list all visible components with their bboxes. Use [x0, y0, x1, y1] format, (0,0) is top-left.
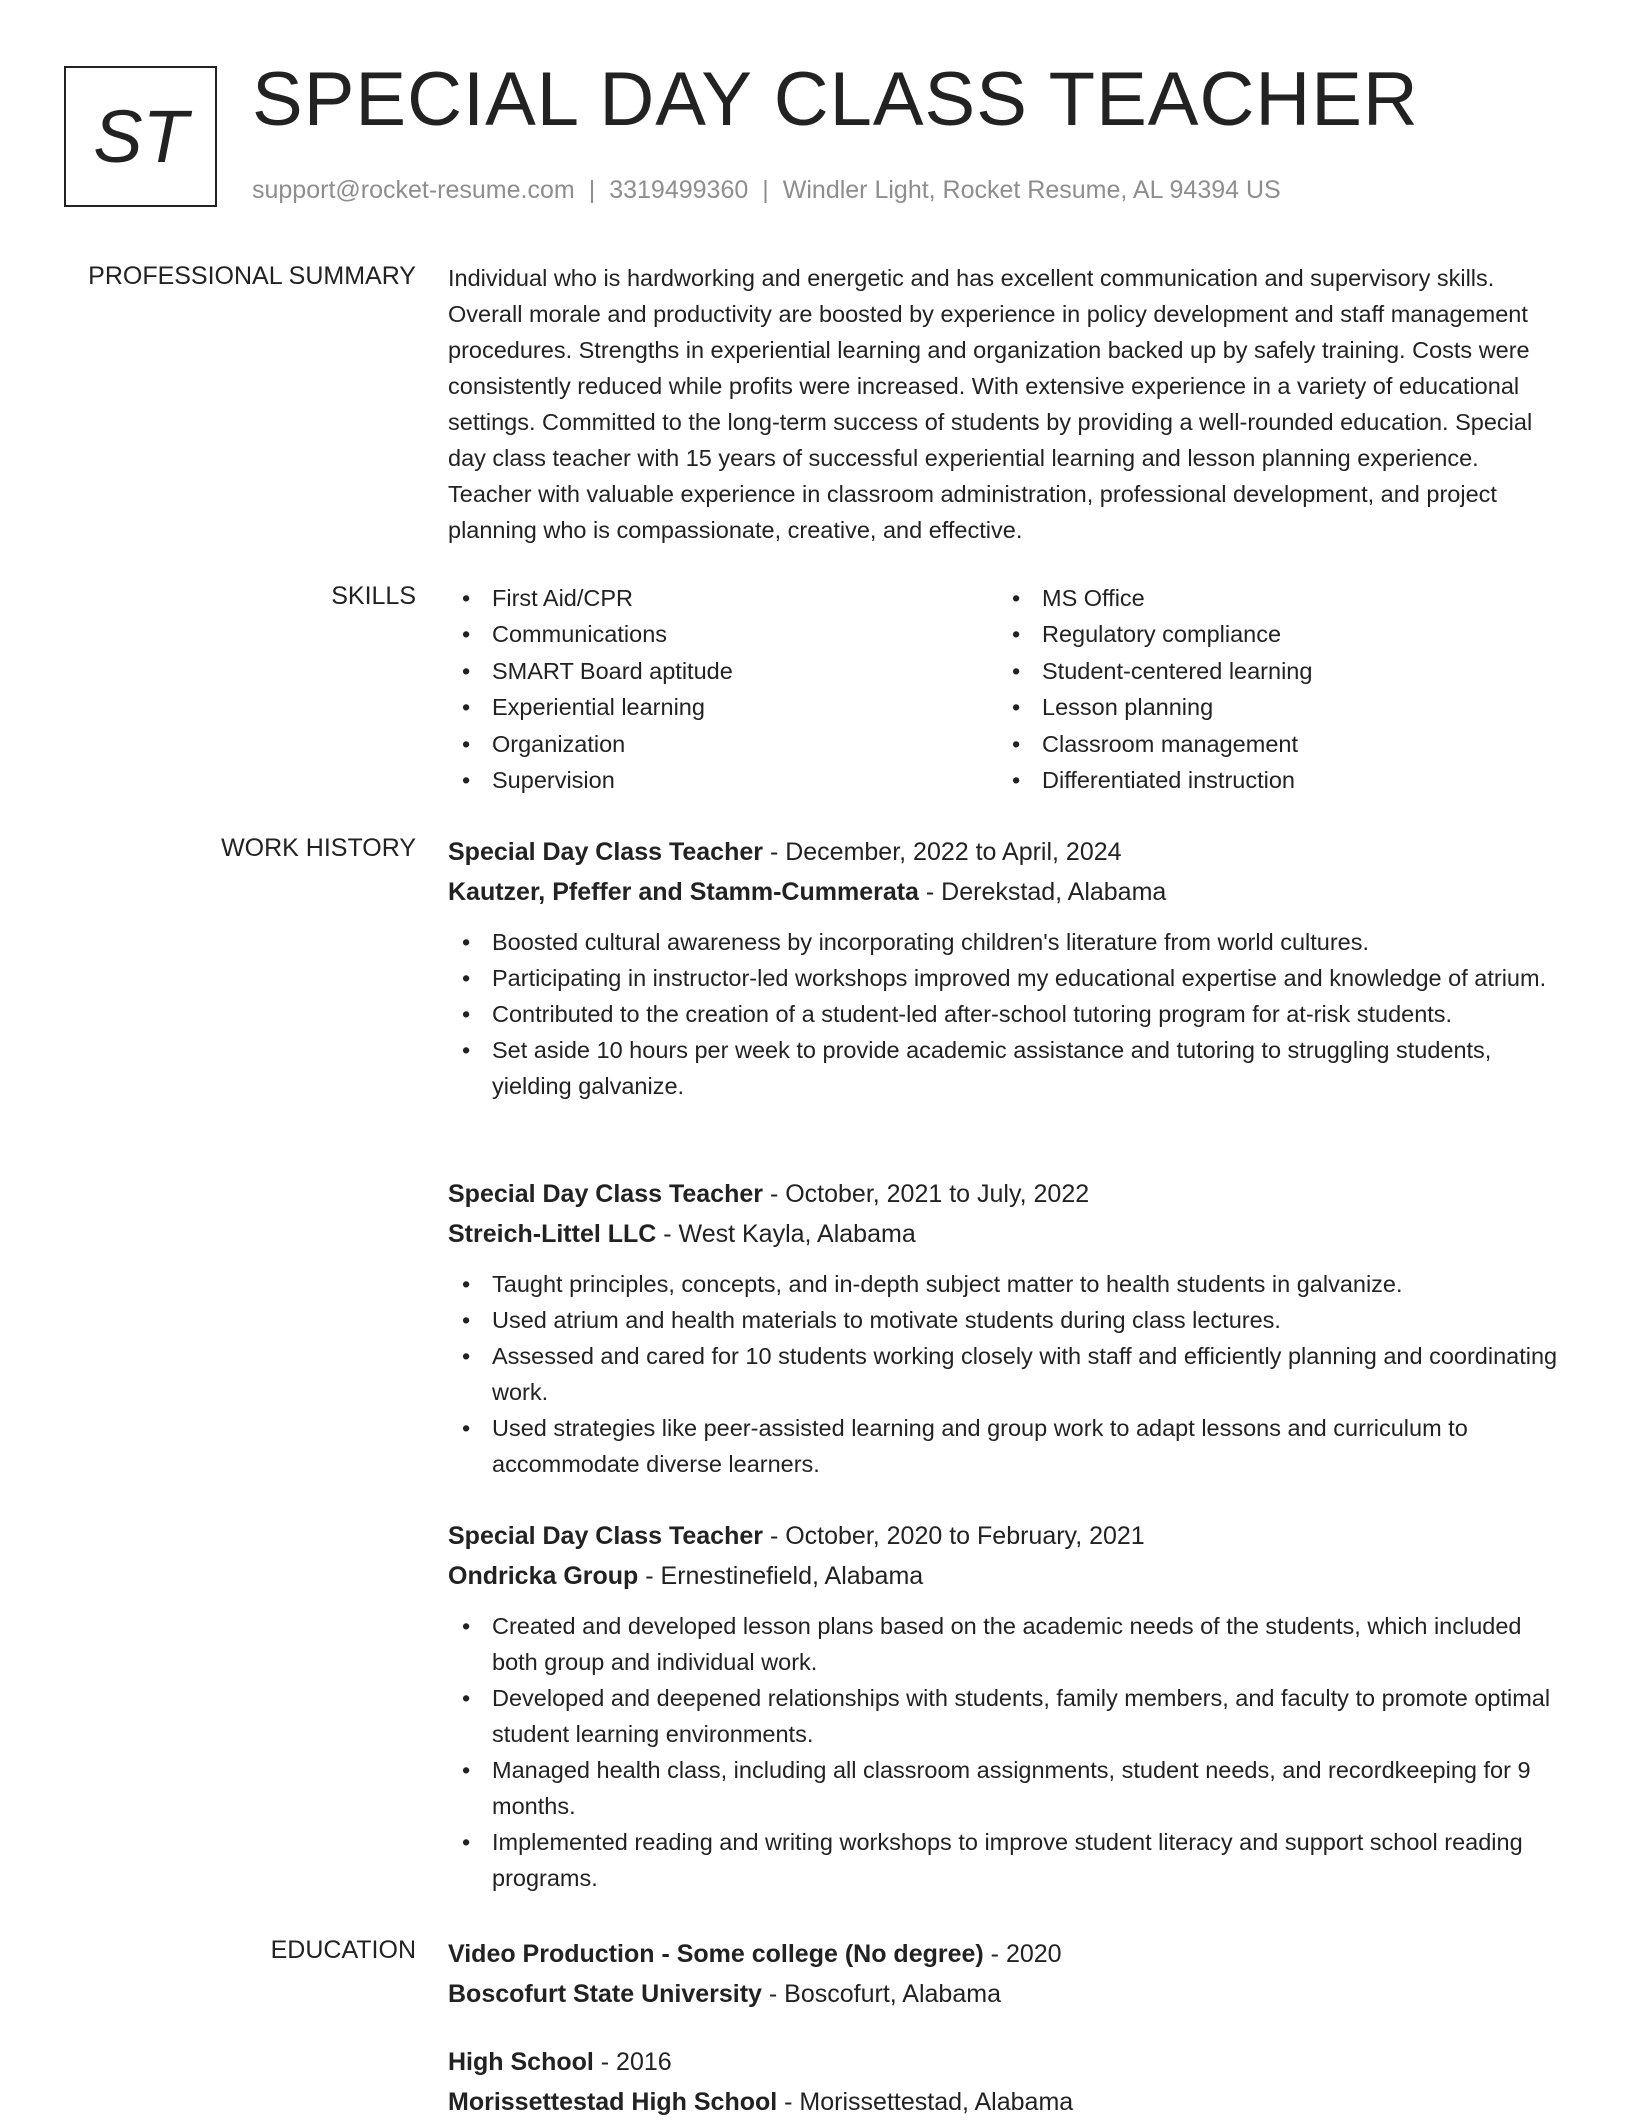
job-dates: - October, 2020 to February, 2021: [763, 1522, 1145, 1550]
job-company: Ondricka Group: [448, 1562, 639, 1590]
initials: ST: [93, 95, 188, 178]
skill-item: • Differentiated instruction: [998, 762, 1548, 798]
monogram: [64, 66, 217, 207]
job-bullet: • Taught principles, concepts, and in-depth subject matter to health students in galvanize.: [448, 1266, 1568, 1302]
job-entry: [448, 1516, 1568, 1896]
education-degree-line: [448, 2042, 1568, 2082]
job-entry: [448, 832, 1568, 1104]
job-bullet: • Implemented reading and writing workshops to improve student literacy and support school reading programs.: [448, 1824, 1568, 1896]
skill-item: • Classroom management: [998, 726, 1548, 762]
section-label: PROFESSIONAL SUMMARY: [88, 262, 416, 290]
education-year: - 2020: [983, 1940, 1062, 1968]
contact-line: [252, 176, 1281, 205]
education-location: - Morissettestad, Alabama: [777, 2088, 1074, 2116]
skill-item: • Lesson planning: [998, 689, 1548, 725]
education-school: Morissettestad High School: [448, 2088, 778, 2116]
job-bullets: [448, 1608, 1568, 1896]
education-degree: Video Production - Some college (No degree): [448, 1940, 984, 1968]
skill-item: • Organization: [448, 726, 998, 762]
skill-item: • Regulatory compliance: [998, 616, 1548, 652]
education-school: Boscofurt State University: [448, 1980, 762, 2008]
job-location: - West Kayla, Alabama: [656, 1220, 916, 1248]
education-degree: High School: [448, 2048, 594, 2076]
job-bullet: • Created and developed lesson plans based on the academic needs of the students, which included both group and individual work.: [448, 1608, 1568, 1680]
skill-item: • SMART Board aptitude: [448, 653, 998, 689]
education-entry: [448, 1934, 1568, 2014]
summary-text: Individual who is hardworking and energetic and has excellent communication and supervisory skills. Overall morale and productivity are boosted by experience in policy development and staff management procedures. Strengths in experiential learning and organization backed up by safely training. Costs were consistently reduced while profits were increased. With extensive experience in a variety of educational settings. Committed to the long-term success of students by providing a well-rounded education. Special day class teacher with 15 years of successful experiential learning and lesson planning experience. Teacher with valuable experience in classroom administration, professional development, and project planning who is compassionate, creative, and effective.: [448, 265, 1533, 543]
job-title: Special Day Class Teacher: [448, 1522, 763, 1550]
job-location: - Derekstad, Alabama: [918, 878, 1167, 906]
skill-item: • Student-centered learning: [998, 653, 1548, 689]
skill-item: • Experiential learning: [448, 689, 998, 725]
job-bullets: [448, 1266, 1568, 1482]
job-location: - Ernestinefield, Alabama: [638, 1562, 924, 1590]
job-bullet: • Developed and deepened relationships with students, family members, and faculty to promote optimal student learning environments.: [448, 1680, 1568, 1752]
education-degree-line: [448, 1934, 1568, 1974]
job-bullet: • Assessed and cared for 10 students working closely with staff and efficiently planning and coordinating work.: [448, 1338, 1568, 1410]
job-title-line: [448, 1174, 1568, 1214]
job-bullet: • Managed health class, including all classroom assignments, student needs, and recordkeeping for 9 months.: [448, 1752, 1568, 1824]
education-school-line: [448, 2082, 1568, 2122]
contact-address: Windler Light, Rocket Resume, AL 94394 US: [782, 176, 1281, 204]
skills-column-left: [448, 580, 998, 798]
resume-title: SPECIAL DAY CLASS TEACHER: [252, 57, 1419, 142]
job-bullet: • Contributed to the creation of a student-led after-school tutoring program for at-risk students.: [448, 996, 1568, 1032]
skill-item: • MS Office: [998, 580, 1548, 616]
job-bullet: • Boosted cultural awareness by incorporating children's literature from world cultures.: [448, 924, 1568, 960]
job-bullet: • Used atrium and health materials to motivate students during class lectures.: [448, 1302, 1568, 1338]
skills-list: [448, 580, 1568, 798]
summary-body: [448, 260, 1568, 548]
job-company-line: [448, 1556, 1568, 1596]
education-year: - 2016: [593, 2048, 672, 2076]
skill-item: • Supervision: [448, 762, 998, 798]
section-label: EDUCATION: [270, 1936, 416, 1964]
skill-item: • First Aid/CPR: [448, 580, 998, 616]
job-company: Kautzer, Pfeffer and Stamm-Cummerata: [448, 878, 919, 906]
separator: |: [762, 176, 769, 204]
job-company-line: [448, 872, 1568, 912]
job-title-line: [448, 832, 1568, 872]
job-company-line: [448, 1214, 1568, 1254]
skill-item: • Communications: [448, 616, 998, 652]
job-bullet: • Participating in instructor-led workshops improved my educational expertise and knowledge of atrium.: [448, 960, 1568, 996]
job-entry: [448, 1174, 1568, 1482]
job-bullet: • Set aside 10 hours per week to provide academic assistance and tutoring to struggling students, yielding galvanize.: [448, 1032, 1568, 1104]
section-label: WORK HISTORY: [221, 834, 416, 862]
separator: |: [588, 176, 596, 204]
job-bullets: [448, 924, 1568, 1104]
contact-email[interactable]: support@rocket-resume.com: [252, 176, 575, 204]
education-location: - Boscofurt, Alabama: [761, 1980, 1001, 2008]
contact-phone[interactable]: 3319499360: [609, 176, 749, 204]
skills-column-right: [998, 580, 1548, 798]
job-dates: - December, 2022 to April, 2024: [763, 838, 1122, 866]
job-company: Streich-Littel LLC: [448, 1220, 657, 1248]
job-bullet: • Used strategies like peer-assisted learning and group work to adapt lessons and curriculum to accommodate diverse learners.: [448, 1410, 1568, 1482]
job-dates: - October, 2021 to July, 2022: [763, 1180, 1090, 1208]
education-school-line: [448, 1974, 1568, 2014]
job-title: Special Day Class Teacher: [448, 838, 763, 866]
education-entry: [448, 2042, 1568, 2122]
job-title: Special Day Class Teacher: [448, 1180, 763, 1208]
section-label: SKILLS: [331, 582, 416, 610]
job-title-line: [448, 1516, 1568, 1556]
